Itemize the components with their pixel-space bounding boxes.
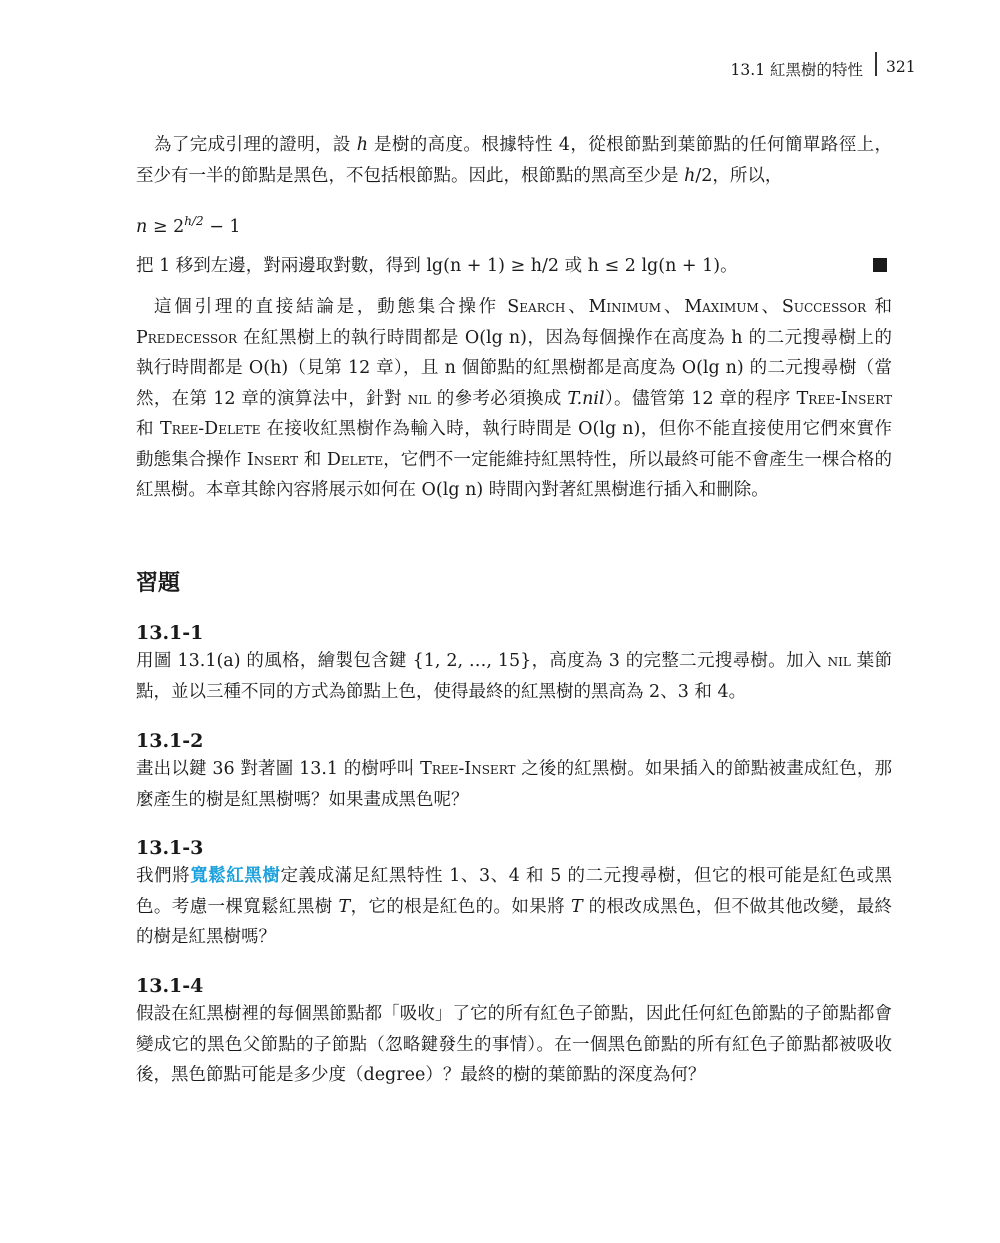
exercise-text: 用圖 13.1(a) 的風格，繪製包含鍵 {1, 2, …, 15}，高度為 3 的完整二元搜尋樹。加入 nil 葉節點，並以三種不同的方式為節點上色，使得最終的紅黑樹的黑高為 2、3 和 4。 — [136, 651, 892, 702]
section-title: 13.1 紅黑樹的特性 — [730, 61, 863, 79]
exercise-number: 13.1-1 — [136, 622, 204, 644]
inequality: $n \ge 2^{h/2} - 1$ — [136, 214, 241, 237]
running-header — [0, 52, 1000, 82]
page-number: 321 — [886, 58, 916, 76]
highlighted-term: 寬鬆紅黑樹 — [190, 866, 281, 886]
qed-square-icon — [873, 258, 887, 272]
proof-conclusion: 把 1 移到左邊，對兩邊取對數，得到 lg(n + 1) ≥ h/2 或 h ≤ 2 lg(n + 1)。 — [136, 256, 738, 276]
corollary-paragraph: 這個引理的直接結論是，動態集合操作 Search、Minimum、Maximum、Successor 和 Predecessor 在紅黑樹上的執行時間都是 O(lg n)，因為每個操作在高度為 h 的二元搜尋樹上的執行時間都是 O(h)（見第 12 章），且 n 個節點的紅黑樹都是高度為 O(lg n) 的二元搜尋樹（當然，在第 12 章的演算法中，針對 nil 的參考必須換成 T.nil）。儘管第 12 章的程序 Tree-Insert 和 Tree-Delete 在接收紅黑樹作為輸入時，執行時間是 O(lg n)，但你不能直接使用它們來實作動態集合操作 Insert 和 Delete，它們不一定能維持紅黑特性，所以最終可能不會產生一棵合格的紅黑樹。本章其餘內容將展示如何在 O(lg n) 時間內對著紅黑樹進行插入和刪除。 — [136, 297, 893, 500]
proof-paragraph: 為了完成引理的證明，設 h 是樹的高度。根據特性 4，從根節點到葉節點的任何簡單路徑上，至少有一半的節點是黑色，不包括根節點。因此，根節點的黑高至少是 h/2，所以， — [136, 135, 892, 186]
exercise-text: 假設在紅黑樹裡的每個黑節點都「吸收」了它的所有紅色子節點，因此任何紅色節點的子節點都會變成它的黑色父節點的子節點（忽略鍵發生的事情）。在一個黑色節點的所有紅色子節點都被吸收後，黑色節點可能是多少度（degree）？最終的樹的葉節點的深度為何？ — [136, 1004, 892, 1085]
exercise-text: 我們將寬鬆紅黑樹定義成滿足紅黑特性 1、3、4 和 5 的二元搜尋樹，但它的根可能是紅色或黑色。考慮一棵寬鬆紅黑樹 T，它的根是紅色的。如果將 T 的根改成黑色，但不做其他改變，最終的樹是紅黑樹嗎？ — [136, 866, 893, 947]
exercise-number: 13.1-4 — [136, 975, 204, 997]
exercise-number: 13.1-2 — [136, 730, 204, 752]
exercises-heading: 習題 — [136, 571, 181, 596]
exercise-number: 13.1-3 — [136, 837, 204, 859]
header-divider — [875, 52, 877, 76]
exercise-text: 畫出以鍵 36 對著圖 13.1 的樹呼叫 Tree-Insert 之後的紅黑樹。如果插入的節點被畫成紅色，那麼產生的樹是紅黑樹嗎？如果畫成黑色呢？ — [136, 759, 893, 810]
